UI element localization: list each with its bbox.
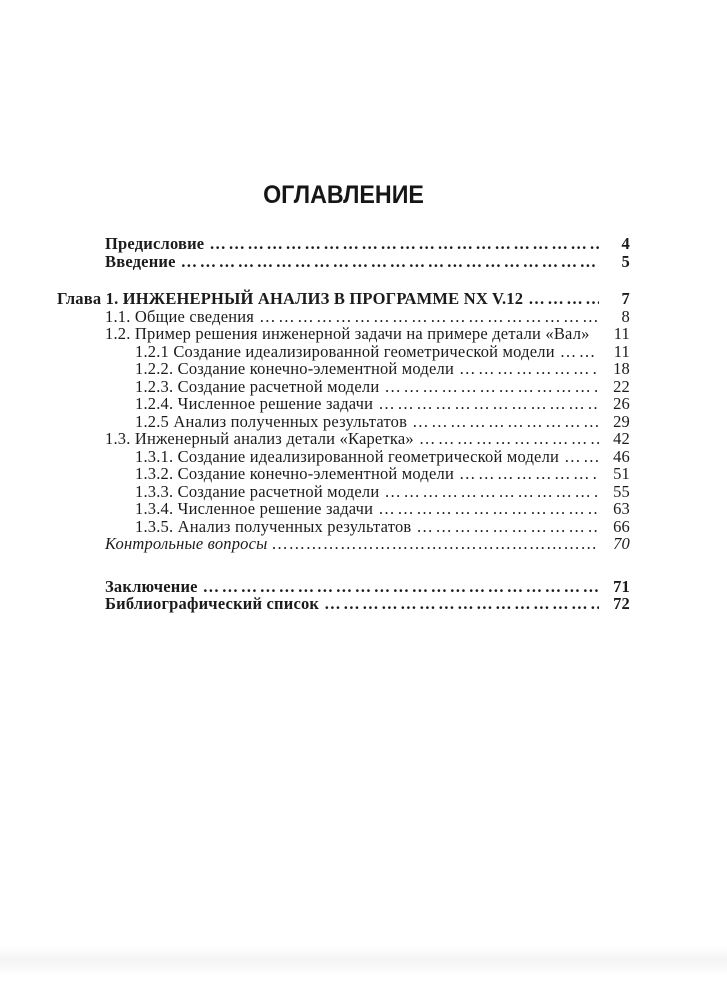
dot-leader bbox=[209, 235, 599, 253]
toc-entry-page: 42 bbox=[613, 429, 630, 448]
toc-entry-page: 7 bbox=[621, 289, 630, 308]
toc-entry-label: 1.3.1. Создание идеализированной геометрической модели bbox=[135, 446, 560, 466]
toc-entry-page: 4 bbox=[621, 234, 630, 253]
dot-leader bbox=[181, 253, 599, 271]
toc-entry bbox=[57, 360, 630, 378]
toc-entry-page: 5 bbox=[621, 251, 630, 271]
toc-entry-label: 1.3.3. Создание расчетной модели bbox=[135, 481, 380, 501]
toc-entry bbox=[57, 343, 630, 361]
toc-entry-page: 11 bbox=[613, 324, 630, 343]
toc-entry bbox=[57, 325, 630, 343]
dot-leader bbox=[384, 378, 599, 396]
toc-entry-label: Глава 1. ИНЖЕНЕРНЫЙ АНАЛИЗ В ПРОГРАММЕ NX V.12 bbox=[57, 289, 524, 308]
dot-leader bbox=[203, 578, 599, 596]
toc-entry-label: 1.3.5. Анализ полученных результатов bbox=[135, 516, 412, 536]
toc-entry-page: 8 bbox=[621, 306, 630, 326]
toc-entry-page: 26 bbox=[613, 394, 630, 413]
toc-entry bbox=[57, 483, 630, 501]
dot-leader bbox=[459, 360, 599, 378]
toc-entry-label: 1.2.4. Численное решение задачи bbox=[135, 394, 374, 413]
toc-entry-label: Контрольные вопросы bbox=[105, 534, 268, 553]
toc-entry-page: 71 bbox=[613, 576, 630, 596]
dot-leader bbox=[528, 290, 599, 308]
toc-entry bbox=[57, 595, 630, 613]
toc-entry bbox=[57, 500, 630, 518]
toc-entry bbox=[57, 290, 630, 308]
toc-entry-label: 1.3. Инженерный анализ детали «Каретка» bbox=[105, 429, 414, 448]
dot-leader bbox=[378, 500, 599, 518]
toc-entry-page: 70 bbox=[613, 534, 630, 553]
toc-entry-page: 18 bbox=[613, 359, 630, 378]
dot-leader bbox=[416, 518, 599, 536]
toc-entry bbox=[57, 253, 630, 271]
dot-leader bbox=[419, 430, 599, 448]
toc-entry-page: 63 bbox=[613, 499, 630, 518]
toc-entry-label: 1.2.3. Создание расчетной модели bbox=[135, 376, 380, 396]
toc-entry-page: 55 bbox=[613, 481, 630, 501]
toc-entry bbox=[57, 378, 630, 396]
dot-leader bbox=[259, 308, 599, 326]
dot-leader bbox=[273, 535, 599, 553]
dot-leader bbox=[324, 595, 599, 613]
toc-entry-label: 1.3.2. Создание конечно-элементной модели bbox=[135, 464, 454, 483]
dot-leader bbox=[378, 395, 599, 413]
dot-leader bbox=[459, 465, 599, 483]
dot-leader bbox=[384, 483, 599, 501]
toc-entry-page: 29 bbox=[613, 411, 630, 431]
toc-entry bbox=[57, 465, 630, 483]
toc-entry bbox=[57, 578, 630, 596]
toc-entry bbox=[57, 235, 630, 253]
toc-entry bbox=[57, 395, 630, 413]
toc-list bbox=[57, 235, 630, 613]
toc-entry-page: 51 bbox=[613, 464, 630, 483]
toc-entry bbox=[57, 308, 630, 326]
toc-entry-label: Библиографический список bbox=[105, 594, 320, 613]
toc-entry-page: 72 bbox=[613, 594, 630, 613]
toc-entry bbox=[57, 448, 630, 466]
page-bottom-shadow bbox=[0, 946, 727, 976]
toc-entry bbox=[57, 430, 630, 448]
toc-entry-label: 1.2.1 Создание идеализированной геометрической модели bbox=[135, 341, 555, 361]
page-title: ОГЛАВЛЕНИЕ bbox=[263, 181, 424, 209]
toc-entry bbox=[57, 413, 630, 431]
toc-content bbox=[57, 183, 630, 613]
toc-entry-page: 22 bbox=[613, 376, 630, 396]
dot-leader bbox=[412, 413, 599, 431]
toc-entry-label: 1.2.2. Создание конечно-элементной модели bbox=[135, 359, 454, 378]
toc-entry-label: 1.1. Общие сведения bbox=[105, 306, 255, 326]
toc-entry-label: Заключение bbox=[105, 576, 198, 596]
toc-entry-page: 66 bbox=[613, 516, 630, 536]
toc-entry-label: 1.3.4. Численное решение задачи bbox=[135, 499, 374, 518]
toc-entry-page: 46 bbox=[613, 446, 630, 466]
toc-entry-page: 11 bbox=[613, 341, 630, 361]
toc-entry-label: 1.2. Пример решения инженерной задачи на примере детали «Вал» bbox=[105, 324, 590, 343]
dot-leader bbox=[564, 448, 599, 466]
toc-entry-label: 1.2.5 Анализ полученных результатов bbox=[135, 411, 408, 431]
toc-entry bbox=[57, 535, 630, 553]
toc-entry-label: Введение bbox=[105, 251, 176, 271]
toc-entry bbox=[57, 518, 630, 536]
toc-entry-label: Предисловие bbox=[105, 234, 205, 253]
dot-leader bbox=[560, 343, 599, 361]
